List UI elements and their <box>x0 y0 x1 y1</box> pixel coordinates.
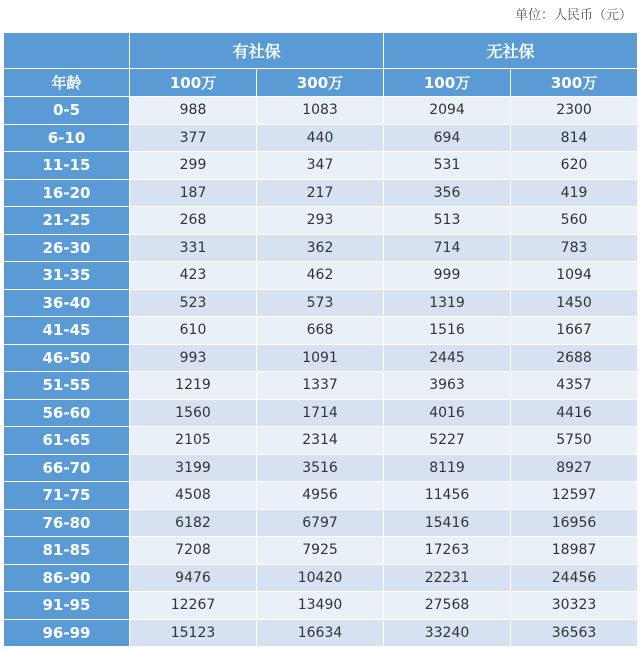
age-cell: 96-99 <box>4 619 130 647</box>
table-row <box>4 399 638 427</box>
value-cell: 560 <box>511 207 638 235</box>
table-row <box>4 317 638 345</box>
value-cell: 5750 <box>511 427 638 455</box>
value-cell: 1337 <box>257 372 384 400</box>
value-cell: 1219 <box>130 372 257 400</box>
value-cell: 4016 <box>384 399 511 427</box>
value-cell: 1450 <box>511 289 638 317</box>
table-row <box>4 509 638 537</box>
value-cell: 440 <box>257 124 384 152</box>
age-cell: 81-85 <box>4 537 130 565</box>
value-cell: 293 <box>257 207 384 235</box>
age-cell: 31-35 <box>4 262 130 290</box>
table-row <box>4 619 638 647</box>
table-body <box>4 97 638 647</box>
age-cell: 66-70 <box>4 454 130 482</box>
value-cell: 1516 <box>384 317 511 345</box>
value-cell: 7208 <box>130 537 257 565</box>
value-cell: 814 <box>511 124 638 152</box>
value-cell: 356 <box>384 179 511 207</box>
value-cell: 347 <box>257 152 384 180</box>
age-cell: 26-30 <box>4 234 130 262</box>
table-row <box>4 152 638 180</box>
value-cell: 714 <box>384 234 511 262</box>
table-row <box>4 262 638 290</box>
table-row <box>4 427 638 455</box>
value-cell: 362 <box>257 234 384 262</box>
value-cell: 27568 <box>384 592 511 620</box>
value-cell: 1714 <box>257 399 384 427</box>
age-cell: 21-25 <box>4 207 130 235</box>
table-row <box>4 207 638 235</box>
value-cell: 1094 <box>511 262 638 290</box>
table-row <box>4 289 638 317</box>
table-row <box>4 124 638 152</box>
value-cell: 217 <box>257 179 384 207</box>
value-cell: 4508 <box>130 482 257 510</box>
value-cell: 610 <box>130 317 257 345</box>
value-cell: 993 <box>130 344 257 372</box>
header-corner <box>4 33 130 69</box>
age-cell: 51-55 <box>4 372 130 400</box>
age-cell: 11-15 <box>4 152 130 180</box>
value-cell: 4416 <box>511 399 638 427</box>
value-cell: 5227 <box>384 427 511 455</box>
age-cell: 61-65 <box>4 427 130 455</box>
premium-table <box>3 32 638 647</box>
value-cell: 1091 <box>257 344 384 372</box>
value-cell: 523 <box>130 289 257 317</box>
value-cell: 2094 <box>384 97 511 125</box>
value-cell: 187 <box>130 179 257 207</box>
value-cell: 2445 <box>384 344 511 372</box>
value-cell: 3516 <box>257 454 384 482</box>
value-cell: 30323 <box>511 592 638 620</box>
value-cell: 22231 <box>384 564 511 592</box>
value-cell: 783 <box>511 234 638 262</box>
value-cell: 419 <box>511 179 638 207</box>
header-with-social-security: 有社保 <box>130 33 384 69</box>
value-cell: 12267 <box>130 592 257 620</box>
table-row <box>4 454 638 482</box>
table-row <box>4 564 638 592</box>
table-row <box>4 234 638 262</box>
value-cell: 462 <box>257 262 384 290</box>
value-cell: 3199 <box>130 454 257 482</box>
value-cell: 8119 <box>384 454 511 482</box>
value-cell: 2105 <box>130 427 257 455</box>
value-cell: 1083 <box>257 97 384 125</box>
table-row <box>4 372 638 400</box>
age-cell: 0-5 <box>4 97 130 125</box>
age-cell: 71-75 <box>4 482 130 510</box>
value-cell: 3963 <box>384 372 511 400</box>
value-cell: 15416 <box>384 509 511 537</box>
value-cell: 999 <box>384 262 511 290</box>
value-cell: 668 <box>257 317 384 345</box>
value-cell: 10420 <box>257 564 384 592</box>
value-cell: 620 <box>511 152 638 180</box>
table-row <box>4 97 638 125</box>
header-age: 年龄 <box>4 69 130 97</box>
value-cell: 15123 <box>130 619 257 647</box>
value-cell: 299 <box>130 152 257 180</box>
value-cell: 2688 <box>511 344 638 372</box>
age-cell: 91-95 <box>4 592 130 620</box>
value-cell: 17263 <box>384 537 511 565</box>
header-without-social-security: 无社保 <box>384 33 638 69</box>
value-cell: 4357 <box>511 372 638 400</box>
age-cell: 56-60 <box>4 399 130 427</box>
value-cell: 33240 <box>384 619 511 647</box>
unit-note: 单位：人民币（元） <box>514 8 632 23</box>
value-cell: 573 <box>257 289 384 317</box>
header-without-3m: 300万 <box>511 69 638 97</box>
header-without-1m: 100万 <box>384 69 511 97</box>
age-cell: 76-80 <box>4 509 130 537</box>
value-cell: 7925 <box>257 537 384 565</box>
table-row <box>4 592 638 620</box>
value-cell: 268 <box>130 207 257 235</box>
value-cell: 4956 <box>257 482 384 510</box>
value-cell: 331 <box>130 234 257 262</box>
value-cell: 2300 <box>511 97 638 125</box>
table-row <box>4 179 638 207</box>
age-cell: 86-90 <box>4 564 130 592</box>
value-cell: 9476 <box>130 564 257 592</box>
value-cell: 11456 <box>384 482 511 510</box>
header-with-1m: 100万 <box>130 69 257 97</box>
value-cell: 531 <box>384 152 511 180</box>
value-cell: 513 <box>384 207 511 235</box>
value-cell: 16956 <box>511 509 638 537</box>
age-cell: 46-50 <box>4 344 130 372</box>
value-cell: 6182 <box>130 509 257 537</box>
value-cell: 13490 <box>257 592 384 620</box>
value-cell: 423 <box>130 262 257 290</box>
header-with-3m: 300万 <box>257 69 384 97</box>
age-cell: 6-10 <box>4 124 130 152</box>
value-cell: 24456 <box>511 564 638 592</box>
value-cell: 377 <box>130 124 257 152</box>
value-cell: 1560 <box>130 399 257 427</box>
value-cell: 6797 <box>257 509 384 537</box>
value-cell: 18987 <box>511 537 638 565</box>
table-row <box>4 482 638 510</box>
value-cell: 988 <box>130 97 257 125</box>
value-cell: 1667 <box>511 317 638 345</box>
value-cell: 16634 <box>257 619 384 647</box>
value-cell: 8927 <box>511 454 638 482</box>
value-cell: 12597 <box>511 482 638 510</box>
value-cell: 1319 <box>384 289 511 317</box>
value-cell: 694 <box>384 124 511 152</box>
table-row <box>4 537 638 565</box>
age-cell: 16-20 <box>4 179 130 207</box>
age-cell: 36-40 <box>4 289 130 317</box>
age-cell: 41-45 <box>4 317 130 345</box>
value-cell: 36563 <box>511 619 638 647</box>
table-row <box>4 344 638 372</box>
value-cell: 2314 <box>257 427 384 455</box>
